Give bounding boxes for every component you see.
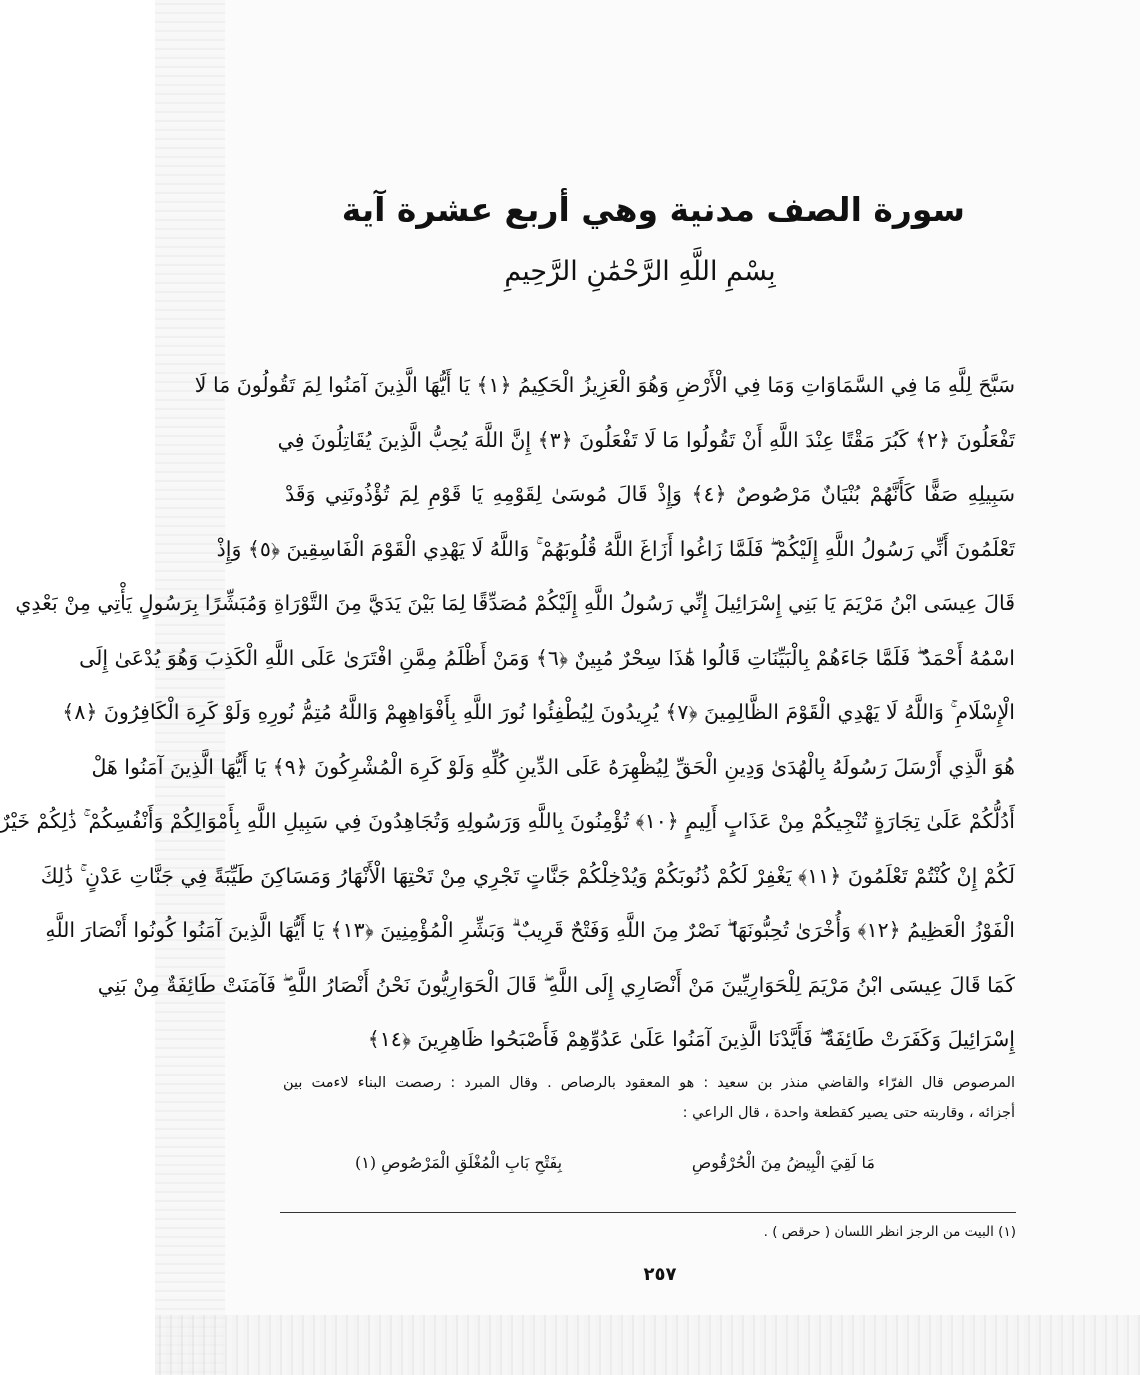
verses-block bbox=[0, 358, 1015, 1067]
verse-line: الْفَوْزُ الْعَظِيمُ ﴿١٢﴾ وَأُخْرَىٰ تُحِبُّونَهَا ۖ نَصْرٌ مِنَ اللَّهِ وَفَتْحٌ قَرِيبٌ ۗ وَبَشِّرِ الْمُؤْمِنِينَ ﴿١٣﴾ يَا أَيُّهَا الَّذِينَ آمَنُوا كُونُوا أَنْصَارَ اللَّهِ bbox=[45, 918, 1015, 942]
page-number: ٢٥٧ bbox=[643, 1264, 677, 1285]
verse-line: تَعْلَمُونَ أَنِّي رَسُولُ اللَّهِ إِلَيْكُمْ ۖ فَلَمَّا زَاغُوا أَزَاغَ اللَّهُ قُلُوبَهُمْ ۚ وَاللَّهُ لَا يَهْدِي الْقَوْمَ الْفَاسِقِينَ ﴿٥﴾ وَإِذْ bbox=[216, 536, 1015, 561]
verse-line: تَفْعَلُونَ ﴿٢﴾ كَبُرَ مَقْتًا عِنْدَ اللَّهِ أَنْ تَقُولُوا مَا لَا تَفْعَلُونَ ﴿٣﴾ إِنَّ اللَّهَ يُحِبُّ الَّذِينَ يُقَاتِلُونَ فِي bbox=[277, 427, 1015, 452]
surah-title: سورة الصف مدنية وهي أربع عشرة آية bbox=[341, 190, 965, 229]
verse-line: لَكُمْ إِنْ كُنْتُمْ تَعْلَمُونَ ﴿١١﴾ يَغْفِرْ لَكُمْ ذُنُوبَكُمْ وَيُدْخِلْكُمْ جَنَّاتٍ تَجْرِي مِنْ تَحْتِهَا الْأَنْهَارُ وَمَسَاكِنَ طَيِّبَةً فِي جَنَّاتِ عَدْنٍ ۚ ذَٰلِكَ bbox=[40, 863, 1015, 888]
verse-line: أَدُلُّكُمْ عَلَىٰ تِجَارَةٍ تُنْجِيكُمْ مِنْ عَذَابٍ أَلِيمٍ ﴿١٠﴾ تُؤْمِنُونَ بِاللَّهِ وَرَسُولِهِ وَتُجَاهِدُونَ فِي سَبِيلِ اللَّهِ بِأَمْوَالِكُمْ وَأَنْفُسِكُمْ ۚ ذَٰلِكُمْ خَيْرٌ bbox=[0, 809, 1015, 833]
verse-line: هُوَ الَّذِي أَرْسَلَ رَسُولَهُ بِالْهُدَىٰ وَدِينِ الْحَقِّ لِيُظْهِرَهُ عَلَى الدِّينِ كُلِّهِ وَلَوْ كَرِهَ الْمُشْرِكُونَ ﴿٩﴾ يَا أَيُّهَا الَّذِينَ آمَنُوا هَلْ bbox=[91, 754, 1015, 779]
scan-edge-bottom bbox=[155, 1315, 1140, 1375]
verse-line: الْإِسْلَامِ ۚ وَاللَّهُ لَا يَهْدِي الْقَوْمَ الظَّالِمِينَ ﴿٧﴾ يُرِيدُونَ لِيُطْفِئُوا نُورَ اللَّهِ بِأَفْوَاهِهِمْ وَاللَّهُ مُتِمُّ نُورِهِ وَلَوْ كَرِهَ الْكَافِرُونَ ﴿٨﴾ bbox=[62, 700, 1015, 724]
verse-line: اسْمُهُ أَحْمَدُ ۖ فَلَمَّا جَاءَهُمْ بِالْبَيِّنَاتِ قَالُوا هَٰذَا سِحْرٌ مُبِينٌ ﴿٦﴾ وَمَنْ أَظْلَمُ مِمَّنِ افْتَرَىٰ عَلَى اللَّهِ الْكَذِبَ وَهُوَ يُدْعَىٰ إِلَى bbox=[79, 645, 1015, 670]
basmala: بِسْمِ اللَّهِ الرَّحْمَٰنِ الرَّحِيمِ bbox=[504, 256, 776, 287]
footnote-divider bbox=[280, 1212, 1016, 1213]
poem-first-hemistich: مَا لَقِيَ الْبِيضُ مِنَ الْحُرْقُوصِ bbox=[691, 1153, 875, 1172]
verse-line: سَبِيلِهِ صَفًّا كَأَنَّهُمْ بُنْيَانٌ مَرْصُوصٌ ﴿٤﴾ وَإِذْ قَالَ مُوسَىٰ لِقَوْمِهِ يَا قَوْمِ لِمَ تُؤْذُونَنِي وَقَدْ bbox=[285, 482, 1015, 506]
poem-verse bbox=[355, 1146, 875, 1180]
verse-line: قَالَ عِيسَى ابْنُ مَرْيَمَ يَا بَنِي إِسْرَائِيلَ إِنِّي رَسُولُ اللَّهِ إِلَيْكُمْ مُصَدِّقًا لِمَا بَيْنَ يَدَيَّ مِنَ التَّوْرَاةِ وَمُبَشِّرًا بِرَسُولٍ يَأْتِي مِنْ بَعْدِي bbox=[15, 591, 1015, 615]
verse-line: كَمَا قَالَ عِيسَى ابْنُ مَرْيَمَ لِلْحَوَارِيِّينَ مَنْ أَنْصَارِي إِلَى اللَّهِ ۖ قَالَ الْحَوَارِيُّونَ نَحْنُ أَنْصَارُ اللَّهِ ۖ فَآمَنَتْ طَائِفَةٌ مِنْ بَنِي bbox=[97, 972, 1015, 997]
commentary-block bbox=[283, 1068, 1015, 1128]
commentary-line: المرصوص قال الفرّاء والقاضي منذر بن سعيد : هو المعقود بالرصاص . وقال المبرد : رصصت البناء لاءمت بين bbox=[283, 1075, 1015, 1091]
verse-line: سَبَّحَ لِلَّهِ مَا فِي السَّمَاوَاتِ وَمَا فِي الْأَرْضِ وَهُوَ الْعَزِيزُ الْحَكِيمُ ﴿١﴾ يَا أَيُّهَا الَّذِينَ آمَنُوا لِمَ تَقُولُونَ مَا لَا bbox=[194, 373, 1015, 397]
poem-second-hemistich: بِفَتْحِ بَابِ الْمُغْلَقِ الْمَرْصُوصِ (١) bbox=[355, 1153, 563, 1172]
commentary-line: أجزائه ، وقاربته حتى يصير كقطعة واحدة ، قال الراعي : bbox=[682, 1105, 1015, 1121]
footnote: (١) البيت من الرجز انظر اللسان ( حرقص ) . bbox=[763, 1224, 1016, 1240]
verse-line: إِسْرَائِيلَ وَكَفَرَتْ طَائِفَةٌ ۖ فَأَيَّدْنَا الَّذِينَ آمَنُوا عَلَىٰ عَدُوِّهِمْ فَأَصْبَحُوا ظَاهِرِينَ ﴿١٤﴾ bbox=[367, 1027, 1015, 1051]
